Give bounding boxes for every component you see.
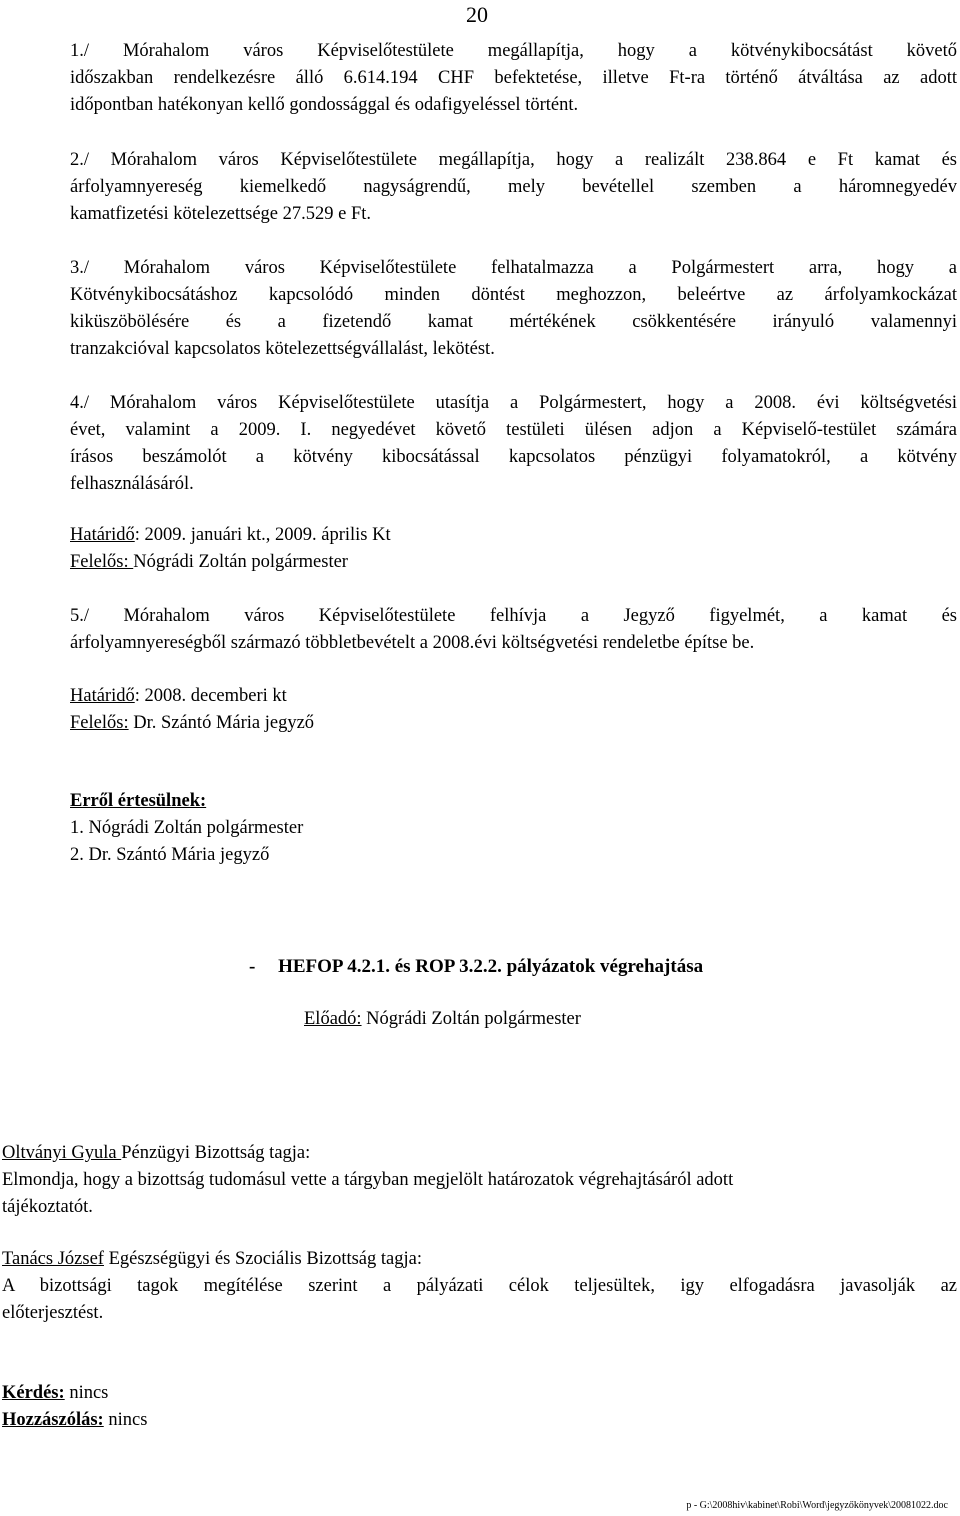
notified-section — [70, 788, 957, 869]
presenter-line — [304, 1006, 904, 1033]
agenda-title: HEFOP 4.2.1. és ROP 3.2.2. pályázatok végrehajtása — [278, 956, 704, 977]
notified-heading: Erről értesülnek: — [70, 791, 207, 811]
comment-value: nincs — [103, 1410, 148, 1430]
speaker-text-line: Elmondja, hogy a bizottság tudomásul vette a tárgyban megjelölt határozatok végrehajtásáról adott — [2, 1170, 734, 1190]
responsible-line — [70, 549, 957, 576]
question-comment — [2, 1380, 957, 1434]
speaker-heading — [2, 1246, 957, 1273]
resolution-1 — [70, 38, 957, 119]
speaker-text-line: előterjesztést. — [2, 1303, 104, 1323]
resolution-line: kiküszöbölésére és a fizetendő kamat mértékének csökkentésére irányuló valamennyi — [70, 312, 957, 332]
deadline-value: : 2008. decemberi kt — [134, 686, 287, 706]
speaker-1 — [2, 1140, 957, 1221]
agenda-item-title — [249, 953, 703, 980]
page-number: 20 — [466, 2, 488, 27]
speaker-name: Tanács József — [2, 1249, 104, 1269]
responsible-label: Felelős: — [70, 552, 134, 572]
resolution-line: Kötvénykibocsátáshoz kapcsolódó minden döntést meghozzon, beleértve az árfolyamkockázat — [70, 285, 957, 305]
deadline-value: : 2009. januári kt., 2009. április Kt — [134, 525, 391, 545]
resolution-line: évet, valamint a 2009. I. negyedévet követő testületi ülésen adjon a Képviselő-testület számára — [70, 420, 957, 440]
question-line — [2, 1380, 957, 1407]
question-value: nincs — [64, 1383, 109, 1403]
resolution-line: 3./ Mórahalom város Képviselőtestülete felhatalmazza a Polgármestert arra, hogy a — [70, 258, 957, 278]
deadline-line — [70, 522, 957, 549]
agenda-dash: - — [249, 956, 256, 977]
speaker-2 — [2, 1246, 957, 1327]
resolution-line: időpontban hatékonyan kellő gondossággal és odafigyeléssel történt. — [70, 95, 579, 115]
speaker-text-line: A bizottsági tagok megítélése szerint a pályázati célok teljesültek, igy elfogadásra javasolják az — [2, 1276, 957, 1296]
resolution-5 — [70, 603, 957, 657]
notified-item: 1. Nógrádi Zoltán polgármester — [70, 818, 304, 838]
resolution-line: időszakban rendelkezésre álló 6.614.194 CHF befektetése, illetve Ft-ra történő átváltása az adott — [70, 68, 957, 88]
presenter-label: Előadó: — [304, 1009, 362, 1029]
comment-line — [2, 1407, 957, 1434]
responsible-line — [70, 710, 957, 737]
deadline-responsible-1 — [70, 522, 957, 576]
deadline-label: Határidő — [70, 525, 135, 545]
resolution-line: tranzakcióval kapcsolatos kötelezettségvállalást, lekötést. — [70, 339, 495, 359]
speaker-name: Oltványi Gyula — [2, 1143, 122, 1163]
deadline-line — [70, 683, 957, 710]
resolution-line: árfolyamnyereség kiemelkedő nagyságrendű, mely bevétellel szemben a háromnegyedév — [70, 177, 957, 197]
notified-item: 2. Dr. Szántó Mária jegyző — [70, 845, 270, 865]
resolution-line: 5./ Mórahalom város Képviselőtestülete felhívja a Jegyző figyelmét, a kamat és — [70, 606, 957, 626]
resolution-line: 2./ Mórahalom város Képviselőtestülete megállapítja, hogy a realizált 238.864 e Ft kamat és — [70, 150, 957, 170]
speaker-heading — [2, 1140, 957, 1167]
resolution-line: kamatfizetési kötelezettsége 27.529 e Ft. — [70, 204, 372, 224]
footer-path: p - G:\2008hiv\kabinet\Robi\Word\jegyzőkönyvek\20081022.doc — [686, 1500, 948, 1511]
resolution-line: 1./ Mórahalom város Képviselőtestülete megállapítja, hogy a kötvénykibocsátást követő — [70, 41, 957, 61]
resolution-line: felhasználásáról. — [70, 474, 194, 494]
speaker-role: Egészségügyi és Szociális Bizottság tagja: — [103, 1249, 422, 1269]
deadline-responsible-2 — [70, 683, 957, 737]
responsible-value: Dr. Szántó Mária jegyző — [128, 713, 315, 733]
responsible-label: Felelős: — [70, 713, 129, 733]
speaker-role: Pénzügyi Bizottság tagja: — [121, 1143, 311, 1163]
question-label: Kérdés: — [2, 1383, 65, 1403]
resolution-line: írásos beszámolót a kötvény kibocsátással kapcsolatos pénzügyi folyamatokról, a kötvény — [70, 447, 957, 467]
resolution-3 — [70, 255, 957, 363]
presenter-value: Nógrádi Zoltán polgármester — [361, 1009, 581, 1029]
resolution-4 — [70, 390, 957, 498]
resolution-2 — [70, 147, 957, 228]
resolution-line: árfolyamnyereségből származó többletbevételt a 2008.évi költségvetési rendeletbe építse be. — [70, 633, 755, 653]
comment-label: Hozzászólás: — [2, 1410, 104, 1430]
speaker-text-line: tájékoztatót. — [2, 1197, 93, 1217]
responsible-value: Nógrádi Zoltán polgármester — [133, 552, 348, 572]
resolution-line: 4./ Mórahalom város Képviselőtestülete utasítja a Polgármestert, hogy a 2008. évi költségvetési — [70, 393, 957, 413]
deadline-label: Határidő — [70, 686, 135, 706]
